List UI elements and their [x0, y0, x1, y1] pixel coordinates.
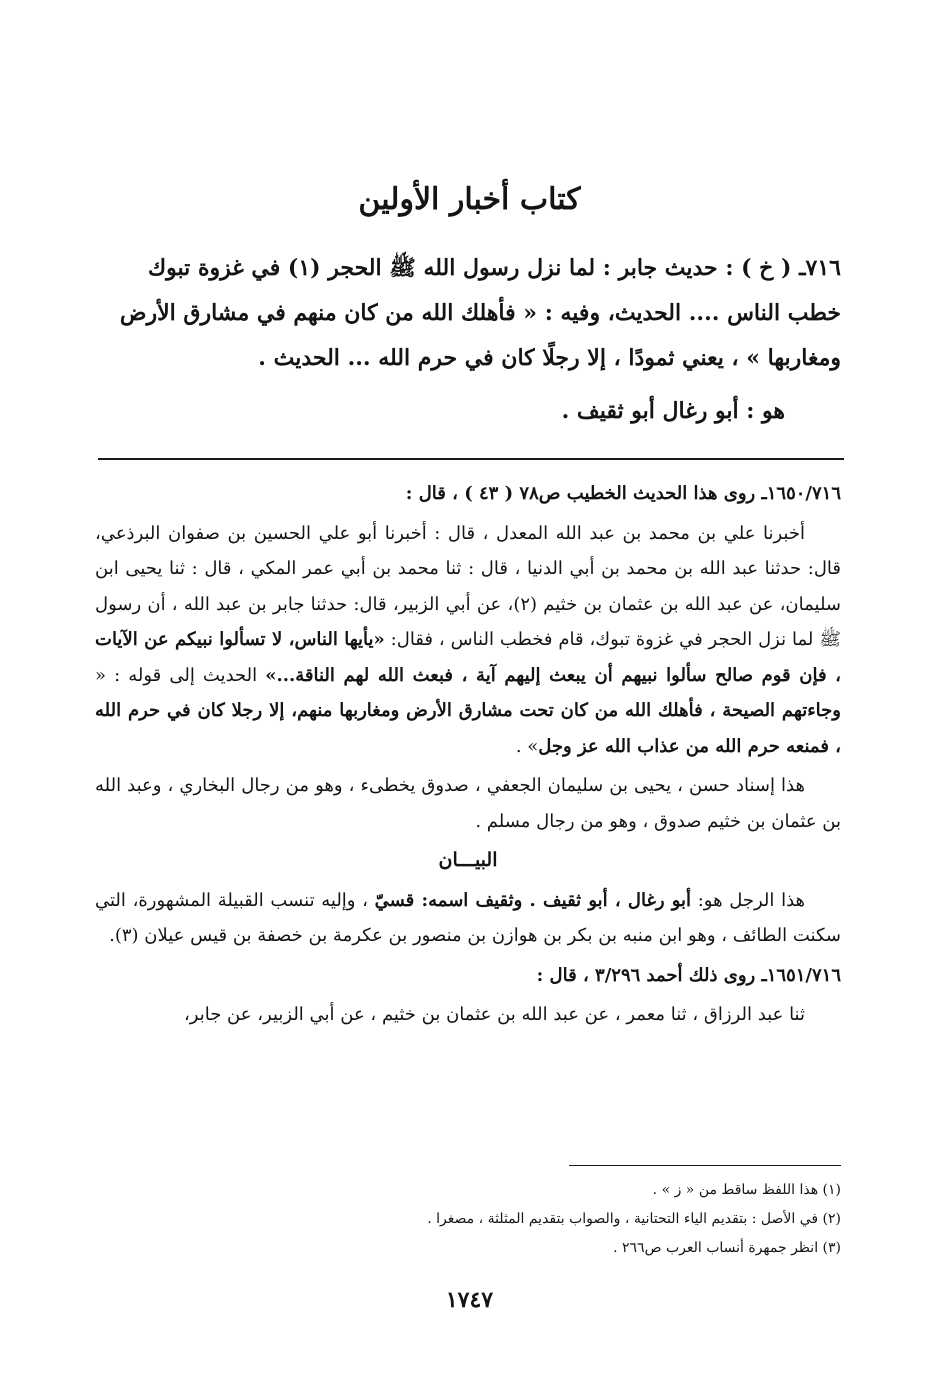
hadith-line-2: خطب الناس .... الحديث، وفيه : « فأهلك الله من كان منهم في مشارق الأرض — [119, 300, 841, 326]
chapter-title: كتاب أخبار الأولين — [358, 182, 581, 217]
footnotes — [95, 1176, 841, 1263]
narration-heading-1650: ١٦٥٠/٧١٦ـ روى هذا الحديث الخطيب ص٧٨ ( ٤٣ ) ، قال : — [405, 483, 841, 504]
main-hadith-block — [95, 246, 841, 434]
footnote-3: (٣) انظر جمهرة أنساب العرب ص٢٦٦ . — [613, 1240, 841, 1256]
section-divider — [98, 458, 844, 460]
footnote-2: (٢) في الأصل : بتقديم الياء التحتانية ، والصواب بتقديم المثلثة ، مصغرا . — [427, 1211, 841, 1227]
isnad-connector: الحديث إلى قوله : « — [95, 664, 266, 686]
footnote-1: (١) هذا اللفظ ساقط من « ز » . — [652, 1182, 841, 1198]
bayan-names: أبو رغال ، أبو ثقيف . وثقيف اسمه: قسيّ — [374, 889, 692, 911]
page-number: ١٧٤٧ — [445, 1287, 494, 1313]
narration-1651-text: ثنا عبد الرزاق ، ثنا معمر ، عن عبد الله بن عثمان بن خثيم ، عن أبي الزبير، عن جابر، — [183, 1004, 805, 1025]
isnad-text: أخبرنا علي بن محمد بن عبد الله المعدل ، قال : أخبرنا أبو علي الحسين بن صفوان البرذعي، قال: حدثنا عبد الله بن محمد بن أبي الدنيا ، قال : ثنا محمد بن أبي عمر المكي ، قال : ثنا يحيى ابن سليمان، عن عبد الله بن عثمان بن خثيم (٢)، عن أبي الزبير، قال: حدثنا جابر بن عبد الله ، أن رسول ﷺ لما نزل الحجر في غزوة تبوك، قام فخطب الناس ، فقال: — [95, 522, 842, 650]
hadith-line-1: ٧١٦ـ ( خ ) : حديث جابر : لما نزل رسول الله ﷺ الحجر (١) في غزوة تبوك — [148, 255, 841, 281]
footnote-divider — [569, 1165, 841, 1166]
hadith-line-3: ومغاربها » ، يعني ثمودًا ، إلا رجلًا كان في حرم الله ... الحديث . — [258, 345, 841, 371]
isnad-grading: هذا إسناد حسن ، يحيى بن سليمان الجعفي ، صدوق يخطىء ، وهو من رجال البخاري ، وعبد الله بن عثمان بن خثيم صدوق ، وهو من رجال مسلم . — [95, 775, 841, 832]
answer-line: هو : أبو رغال أبو ثقيف . — [561, 398, 785, 424]
bayan-paragraph — [95, 883, 841, 954]
isnad-closing: » . — [515, 735, 539, 757]
bayan-intro: هذا الرجل هو: — [691, 889, 806, 911]
hadith-quote-1: «يأيها الناس، لا تسألوا نبيكم عن الآيات ، فإن قوم صالح سألوا نبيهم أن يبعث إليهم آية ، فبعث الله لهم الناقة...» — [95, 629, 841, 686]
isnad-paragraph — [95, 516, 841, 765]
narration-heading-1651: ١٦٥١/٧١٦ـ روى ذلك أحمد ٣/٢٩٦ ، قال : — [536, 964, 841, 986]
hadith-quote-2: وجاءتهم الصيحة ، فأهلك الله من كان تحت مشارق الأرض ومغاربها منهم، إلا رجلا كان في حرم الله ، فمنعه حرم الله من عذاب الله عز وجل — [95, 700, 841, 757]
bayan-lineage: ، وإليه تنسب القبيلة المشهورة، التي سكنت الطائف ، وهو ابن منبه بن بكر بن هوازن بن منصور بن عكرمة بن خصفة بن قيس عيلان (٣). — [95, 889, 841, 946]
bayan-heading: البيـــان — [438, 849, 498, 871]
commentary-block — [95, 476, 841, 1037]
